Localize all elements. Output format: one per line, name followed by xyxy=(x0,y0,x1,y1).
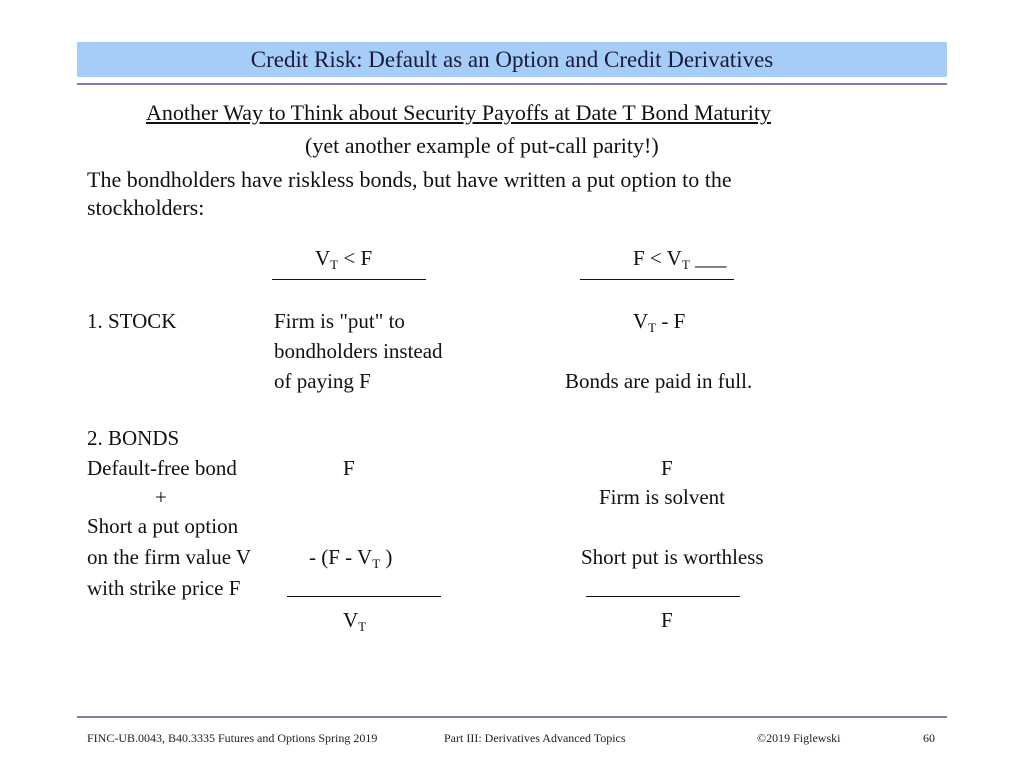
slide-title: Credit Risk: Default as an Option and Credit Derivatives xyxy=(250,46,774,72)
stock-solvent-note: Bonds are paid in full. xyxy=(565,369,753,393)
bonds-row4-label: on the firm value V xyxy=(87,545,252,569)
bonds-label: 2. BONDS xyxy=(87,426,180,450)
bonds-row4-solvent: Short put is worthless xyxy=(581,545,764,569)
stock-default-line-2: bondholders instead xyxy=(274,339,443,363)
bonds-row1-default: F xyxy=(343,456,355,480)
bonds-row1-label: Default-free bond xyxy=(87,456,237,480)
bonds-total-default: $V_T$ xyxy=(343,608,367,634)
header-rule xyxy=(77,83,947,85)
bonds-default-sum-rule xyxy=(287,596,441,597)
intro-line-2: stockholders: xyxy=(87,195,205,220)
bonds-total-solvent: F xyxy=(661,608,673,632)
bonds-row1-solvent: F xyxy=(661,456,673,480)
footer-copyright: ©2019 Figlewski xyxy=(757,731,841,745)
stock-default-line-1: Firm is "put" to xyxy=(274,309,405,333)
slide-title-bar xyxy=(77,42,947,77)
column-header-default: $V_T < F$ xyxy=(315,246,373,272)
bonds-row2-solvent: Firm is solvent xyxy=(599,485,726,509)
bonds-row3-label: Short a put option xyxy=(87,514,239,538)
column-header-solvent-rule xyxy=(580,279,734,280)
column-header-default-rule xyxy=(272,279,426,280)
bonds-row2-label: + xyxy=(155,485,167,509)
footer-course: FINC-UB.0043, B40.3335 Futures and Options Spring 2019 xyxy=(87,731,378,745)
column-header-solvent: $F < V_T$ ___ xyxy=(633,246,727,272)
bonds-row5-label: with strike price F xyxy=(87,576,241,600)
stock-label: 1. STOCK xyxy=(87,309,177,333)
footer-rule xyxy=(77,716,947,718)
slide-subheading: (yet another example of put-call parity!) xyxy=(305,133,659,158)
stock-solvent-payoff: $V_T$ - F xyxy=(633,309,686,335)
footer-part: Part III: Derivatives Advanced Topics xyxy=(444,731,626,745)
intro-line-1: The bondholders have riskless bonds, but have written a put option to the xyxy=(87,167,732,192)
stock-default-line-3: of paying F xyxy=(274,369,371,393)
slide-heading: Another Way to Think about Security Payoffs at Date T Bond Maturity xyxy=(146,100,771,125)
bonds-row4-default: - ($F - V_T$ ) xyxy=(309,545,393,571)
footer-page-number: 60 xyxy=(923,731,935,745)
bonds-solvent-sum-rule xyxy=(586,596,740,597)
